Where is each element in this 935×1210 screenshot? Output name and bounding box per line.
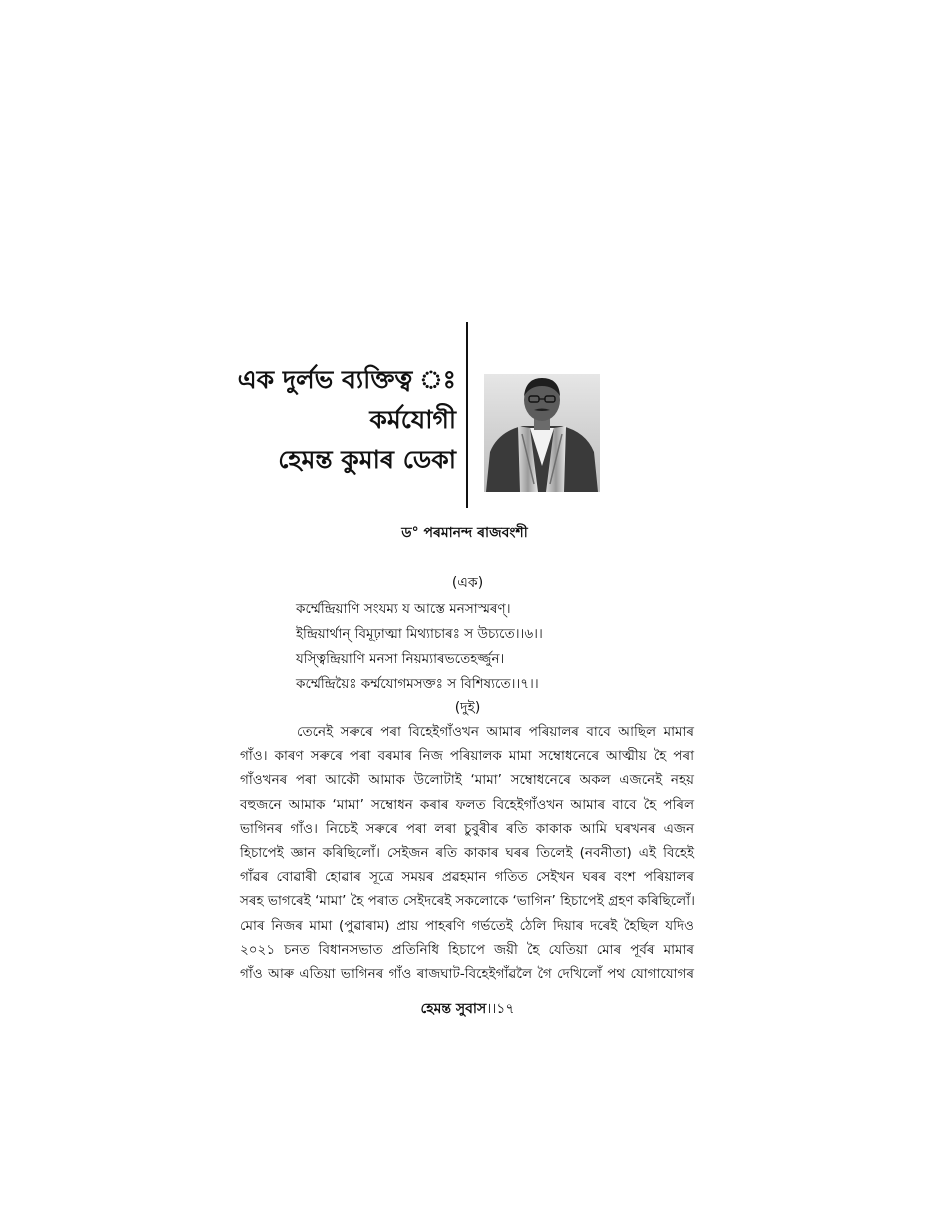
page-footer [0, 998, 935, 1020]
body-line: গাঁও আৰু এতিয়া ভাগিনৰ গাঁও ৰাজঘাট-বিহেইগাঁৱলৈ গৈ দেখিলোঁ পথ যোগাযোগৰ [240, 966, 694, 983]
body-line: হিচাপেই জ্ঞান কৰিছিলোঁ। সেইজন ৰতি কাকাৰ ঘৰৰ তিলেই (নবনীতা) এই বিহেই [240, 845, 694, 862]
verse-line: কৰ্ম্মেন্দ্ৰিয়ৈঃ কৰ্ম্মযোগমসক্তঃ স বিশিষ্যতে।।৭।। [296, 676, 539, 692]
verse-line: যস্ত্বিন্দ্ৰিয়াণি মনসা নিয়ম্যাৰভতেহৰ্জ্জুন। [296, 651, 505, 667]
verse-line: ইন্দ্ৰিয়াৰ্থান্ বিমূঢ়াত্মা মিথ্যাচাৰঃ স উচ্যতে।।৬।। [296, 626, 543, 642]
sanskrit-verse [296, 597, 543, 697]
portrait-photo [484, 374, 600, 492]
portrait-image [484, 374, 600, 492]
vertical-divider [466, 322, 468, 508]
body-line: ভাগিনৰ গাঁও। নিচেই সৰুৰে পৰা লৰা চুবুৰীৰ ৰতি কাকাক আমি ঘৰখনৰ এজন [240, 820, 694, 837]
verse-line: কৰ্ম্মেন্দ্ৰিয়াণি সংযম্য য আস্তে মনসাস্মৰণ্। [296, 601, 511, 617]
body-line: গাঁও। কাৰণ সৰুৰে পৰা বৰমাৰ নিজ পৰিয়ালক মামা সম্বোধনেৰে আত্মীয় হৈ পৰা [240, 748, 694, 765]
author-name [0, 522, 935, 544]
section-heading-two: (দুই) [454, 700, 481, 716]
article-title [200, 360, 456, 480]
title-line-2: কৰ্মযোগী [369, 405, 456, 434]
section-heading-one: (এক) [451, 575, 484, 591]
body-line: গাঁৱৰ বোৱাৰী হোৱাৰ সূত্ৰে সময়ৰ প্ৰৱহমান গতিত সেইখন ঘৰৰ বংশ পৰিয়ালৰ [240, 869, 694, 886]
body-line: ২০২১ চনত বিধানসভাত প্ৰতিনিধি হিচাপে জয়ী হৈ যেতিয়া মোৰ পূৰ্বৰ মামাৰ [240, 941, 694, 958]
body-line: সৰহ ভাগৰেই ‘মামা’ হৈ পৰাত সেইদৰেই সকলোকে ‘ভাগিন’ হিচাপেই গ্ৰহণ কৰিছিলোঁ। [240, 893, 695, 910]
body-line: বহুজনে আমাক ‘মামা’ সম্বোধন কৰাৰ ফলত বিহেইগাঁওখন আমাৰ বাবে হৈ পৰিল [240, 796, 694, 813]
body-line: গাঁওখনৰ পৰা আকৌ আমাক উলোটাই ‘মামা’ সম্বোধনেৰে অকল এজনেই নহয় [240, 772, 694, 789]
author-label: ড° পৰমানন্দ ৰাজবংশী [401, 525, 528, 541]
body-line: তেনেই সৰুৰে পৰা বিহেইগাঁওখন আমাৰ পৰিয়ালৰ বাবে আছিল মামাৰ [297, 724, 694, 740]
title-line-3: হেমন্ত কুমাৰ ডেকা [278, 445, 456, 474]
body-paragraph [240, 720, 694, 986]
title-line-1: এক দুৰ্লভ ব্যক্তিত্ব ঃ [237, 365, 456, 394]
footer-book-title: হেমন্ত সুবাস [420, 1001, 487, 1017]
body-line: মোৰ নিজৰ মামা (পুৱাৰাম) প্ৰায় পাহৰণি গৰ্ভতেই ঠেলি দিয়াৰ দৰেই হৈছিল যদিও [240, 917, 694, 934]
page-number: ।।১৭ [486, 1001, 515, 1017]
